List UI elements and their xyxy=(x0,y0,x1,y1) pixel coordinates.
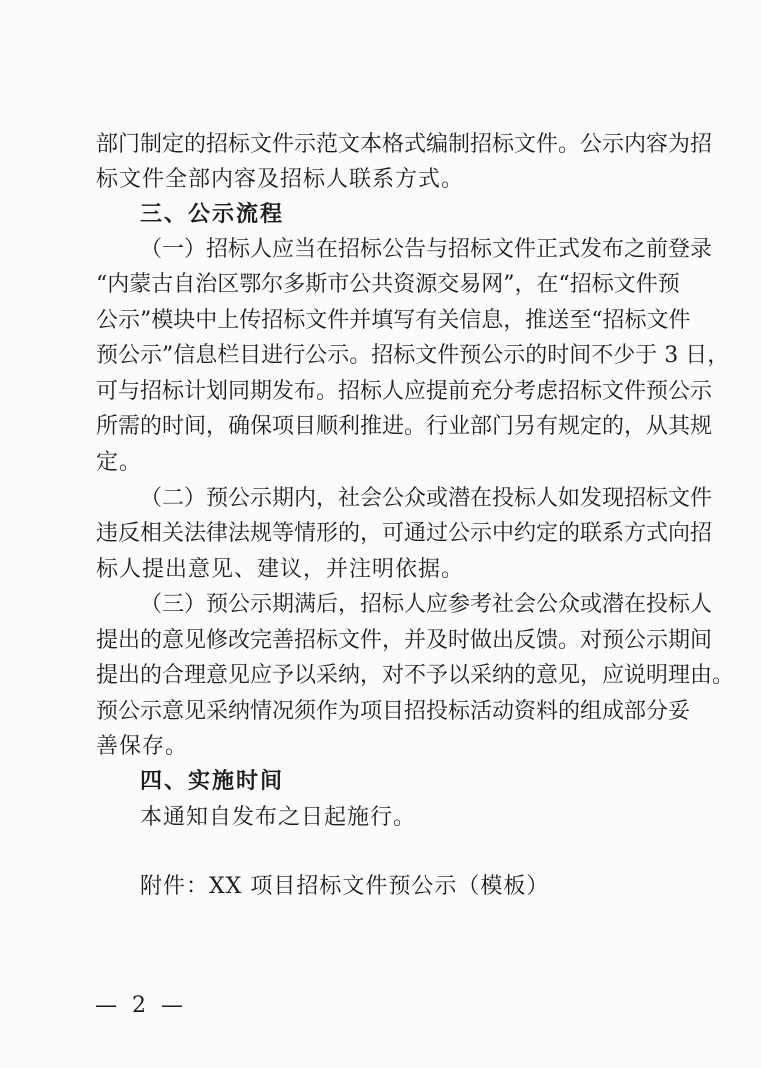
body-text-line: 本通知自发布之日起施行。 xyxy=(140,805,417,830)
body-text-line: 预公示意见采纳情况须作为项目招投标活动资料的组成部分妥 xyxy=(96,699,691,724)
body-text-line: 可与招标计划同期发布。招标人应提前充分考虑招标文件预公示 xyxy=(96,379,713,404)
body-text-line: 标文件全部内容及招标人联系方式。 xyxy=(96,167,465,192)
body-text-line: “内蒙古自治区鄂尔多斯市公共资源交易网”，在“招标文件预 xyxy=(96,272,680,297)
body-text-line: 公示”模块中上传招标文件并填写有关信息，推送至“招标文件 xyxy=(96,308,691,333)
body-text-line: 提出的合理意见应予以采纳，对不予以采纳的意见，应说明理由。 xyxy=(96,663,735,688)
body-text-line: 违反相关法律法规等情形的，可通过公示中约定的联系方式向招 xyxy=(96,521,713,546)
body-text-line: 所需的时间，确保项目顺利推进。行业部门另有规定的，从其规 xyxy=(96,414,713,439)
page-number: — 2 — xyxy=(95,993,187,1018)
body-text-line: （一）招标人应当在招标公告与招标文件正式发布之前登录 xyxy=(140,237,713,262)
attachment-line: 附件：XX 项目招标文件预公示（模板） xyxy=(140,874,550,899)
body-text-line: 标人提出意见、建议，并注明依据。 xyxy=(96,557,465,582)
body-text-line: 提出的意见修改完善招标文件，并及时做出反馈。对预公示期间 xyxy=(96,628,713,653)
body-text-line: 部门制定的招标文件示范文本格式编制招标文件。公示内容为招 xyxy=(96,132,713,157)
body-text-line: （三）预公示期满后，招标人应参考社会公众或潜在投标人 xyxy=(140,592,713,617)
section-heading-effective-date: 四、实施时间 xyxy=(140,769,285,794)
body-text-line: 定。 xyxy=(96,450,143,475)
body-text-line: （二）预公示期内，社会公众或潜在投标人如发现招标文件 xyxy=(140,486,713,511)
section-heading-process: 三、公示流程 xyxy=(140,202,285,227)
body-text-line: 善保存。 xyxy=(96,734,189,759)
body-text-line: 预公示”信息栏目进行公示。招标文件预公示的时间不少于 3 日， xyxy=(96,343,730,368)
